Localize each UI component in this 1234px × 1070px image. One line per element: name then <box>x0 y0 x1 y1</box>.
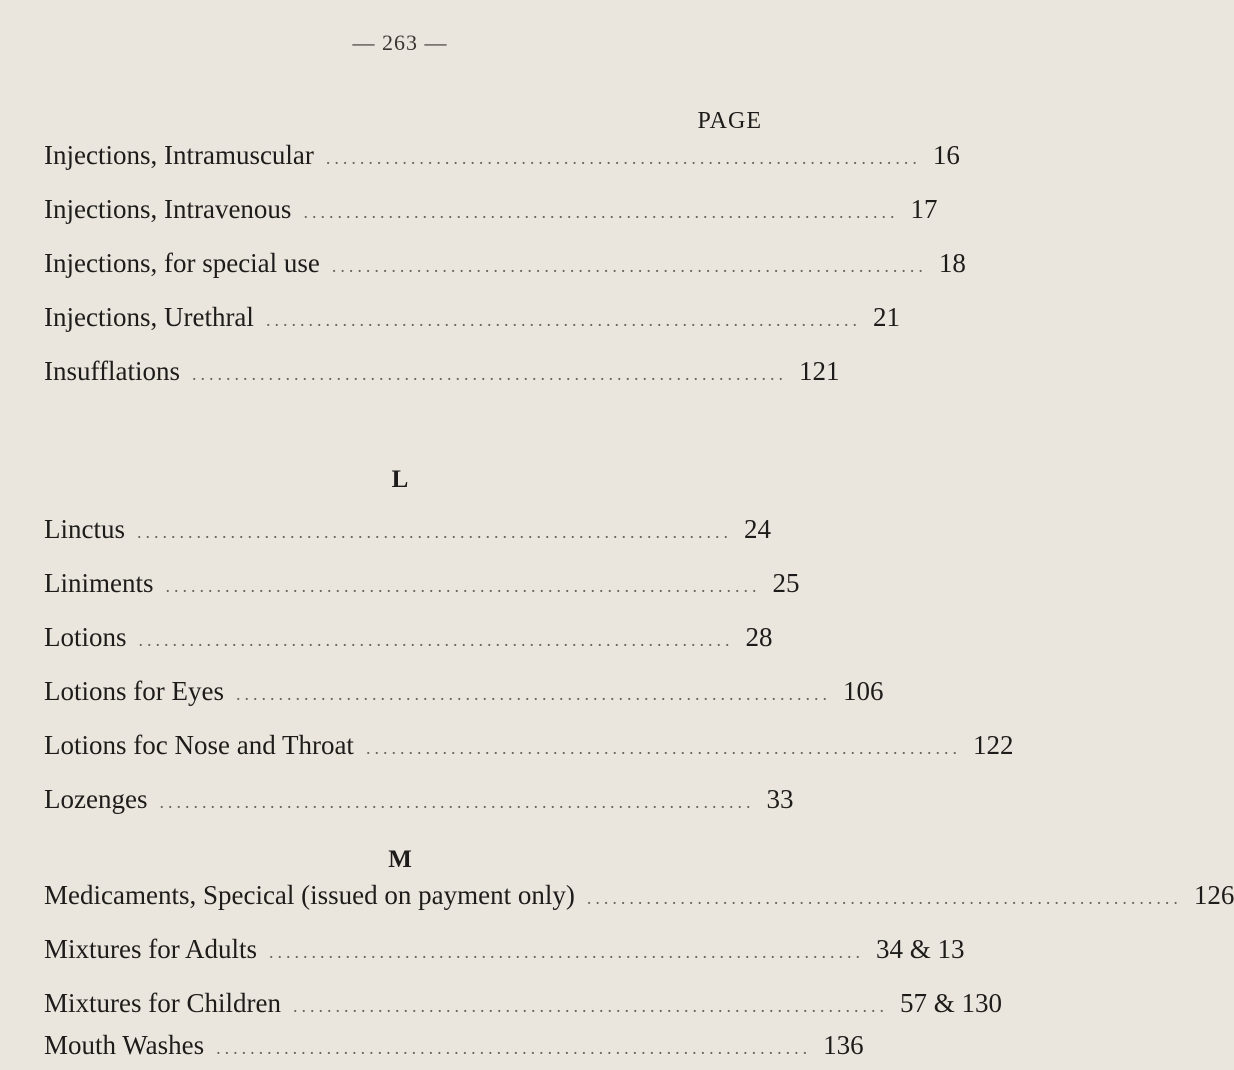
entry-title: Insufflations <box>44 356 180 386</box>
entry-page: 126 <box>1193 880 1234 910</box>
entry-title: Injections, Intravenous <box>44 194 292 224</box>
entry-title: Medicaments, Specical (issued on payment only) <box>44 880 575 910</box>
entry-title: Lotions foc Nose and Throat <box>44 730 354 760</box>
dot-leader: ...................................................................... <box>325 148 921 168</box>
index-entry <box>44 1030 864 1070</box>
index-entry <box>44 676 884 716</box>
dot-leader: ...................................................................... <box>159 792 755 812</box>
entry-page: 106 <box>842 676 884 706</box>
entry-page: 24 <box>744 514 771 544</box>
dot-leader: ...................................................................... <box>192 364 787 384</box>
index-entry <box>44 880 1234 920</box>
index-entry <box>44 194 938 234</box>
dot-leader: ...................................................................... <box>303 202 899 222</box>
dot-leader: ...................................................................... <box>586 888 1182 908</box>
entry-title: Linctus <box>44 514 125 544</box>
entry-page: 121 <box>799 356 840 386</box>
index-entry <box>44 248 966 288</box>
index-entry <box>44 514 771 554</box>
dot-leader: ...................................................................... <box>216 1038 812 1058</box>
index-entry <box>44 784 794 824</box>
entry-title: Lozenges <box>44 784 148 814</box>
entry-title: Mixtures for Children <box>44 988 281 1018</box>
entry-page: 18 <box>938 248 966 278</box>
entry-title: Injections, for special use <box>44 248 320 278</box>
index-entry <box>44 730 1014 770</box>
page-column-heading: PAGE <box>697 108 762 134</box>
dot-leader: ...................................................................... <box>331 256 927 276</box>
entry-title: Lotions for Eyes <box>44 676 224 706</box>
entry-title: Injections, Intramuscular <box>44 140 314 170</box>
page-number: — 263 — <box>352 30 448 55</box>
entry-page: 33 <box>766 784 794 814</box>
entry-page: 136 <box>823 1030 864 1060</box>
index-entry <box>44 568 800 608</box>
entry-page: 122 <box>972 730 1014 760</box>
entry-page: 17 <box>910 194 938 224</box>
index-entry <box>44 988 1002 1028</box>
entry-title: Liniments <box>44 568 154 598</box>
section-letter-m: M <box>388 846 412 873</box>
entry-page: 34 & 13 <box>876 934 965 964</box>
dot-leader: ...................................................................... <box>138 630 734 650</box>
dot-leader: ...................................................................... <box>165 576 761 596</box>
dot-leader: ...................................................................... <box>235 684 831 704</box>
entry-page: 16 <box>932 140 960 170</box>
entry-title: Mixtures for Adults <box>44 934 257 964</box>
entry-title: Injections, Urethral <box>44 302 254 332</box>
entry-page: 28 <box>745 622 773 652</box>
entry-title: Lotions <box>44 622 127 652</box>
index-entry <box>44 934 965 974</box>
dot-leader: ...................................................................... <box>365 738 961 758</box>
dot-leader: ...................................................................... <box>292 996 888 1016</box>
entry-title: Mouth Washes <box>44 1030 205 1060</box>
dot-leader: ...................................................................... <box>265 310 861 330</box>
entry-page: 25 <box>772 568 800 598</box>
index-entry <box>44 356 840 396</box>
section-letter-l: L <box>391 466 409 493</box>
dot-leader: ...................................................................... <box>137 522 732 542</box>
entry-page: 21 <box>872 302 900 332</box>
entry-page: 57 & 130 <box>899 988 1002 1018</box>
index-entry <box>44 622 773 662</box>
dot-leader: ...................................................................... <box>269 942 864 962</box>
index-entry <box>44 302 900 342</box>
index-entry <box>44 140 960 180</box>
